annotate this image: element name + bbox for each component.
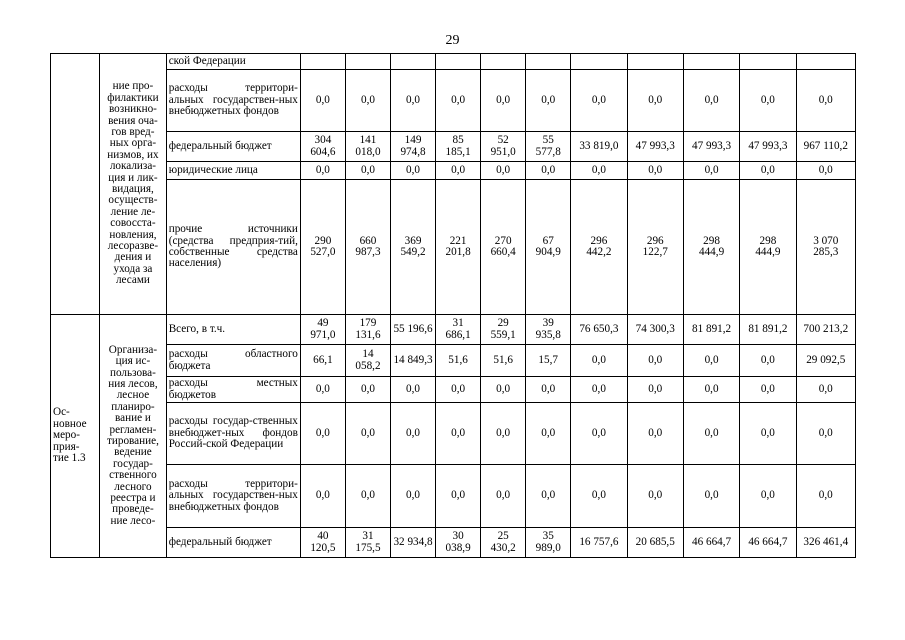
activity-cell xyxy=(51,54,100,315)
value-cell: 0,0 xyxy=(796,403,855,465)
value-cell: 0,0 xyxy=(740,70,796,132)
value-cell: 40 120,5 xyxy=(300,528,345,558)
table-row xyxy=(51,180,856,315)
value-cell: 0,0 xyxy=(571,465,627,528)
funding-source-cell: расходы территори-альных государствен-ных внебюджетных фондов xyxy=(166,465,300,528)
value-cell: 0,0 xyxy=(740,377,796,403)
value-cell xyxy=(740,54,796,70)
value-cell: 0,0 xyxy=(345,377,390,403)
funding-source-cell: расходы областного бюджета xyxy=(166,345,300,377)
value-cell xyxy=(391,54,436,70)
value-cell: 49 971,0 xyxy=(300,315,345,345)
value-cell: 0,0 xyxy=(627,465,683,528)
value-cell: 25 430,2 xyxy=(481,528,526,558)
funding-source-cell: расходы местных бюджетов xyxy=(166,377,300,403)
value-cell: 52 951,0 xyxy=(481,132,526,162)
value-cell: 0,0 xyxy=(481,70,526,132)
value-cell: 0,0 xyxy=(740,345,796,377)
funding-source-cell: расходы территори-альных государствен-ных внебюджетных фондов xyxy=(166,70,300,132)
value-cell: 0,0 xyxy=(740,403,796,465)
value-cell: 296 122,7 xyxy=(627,180,683,315)
value-cell: 326 461,4 xyxy=(796,528,855,558)
value-cell: 0,0 xyxy=(627,70,683,132)
value-cell: 47 993,3 xyxy=(740,132,796,162)
funding-source-cell: прочие источники (средства предприя-тий, собственные средства населения) xyxy=(166,180,300,315)
value-cell: 0,0 xyxy=(345,465,390,528)
value-cell: 0,0 xyxy=(683,162,739,180)
value-cell: 31 686,1 xyxy=(436,315,481,345)
value-cell: 0,0 xyxy=(526,70,571,132)
value-cell: 0,0 xyxy=(300,70,345,132)
activity-description-cell: Организа- ция ис- пользова- ния лесов, лесное планиро- вание и регламен- тирование, ведение государ- ственного лесного реестра и проведе- ние лесо- xyxy=(100,315,167,558)
value-cell: 0,0 xyxy=(300,403,345,465)
value-cell: 0,0 xyxy=(627,162,683,180)
value-cell: 0,0 xyxy=(436,162,481,180)
funding-source-cell: расходы государ-ственных внебюджет-ных фондов Россий-ской Федерации xyxy=(166,403,300,465)
value-cell: 0,0 xyxy=(796,465,855,528)
value-cell: 74 300,3 xyxy=(627,315,683,345)
value-cell: 0,0 xyxy=(300,162,345,180)
value-cell: 660 987,3 xyxy=(345,180,390,315)
value-cell: 0,0 xyxy=(436,465,481,528)
value-cell: 51,6 xyxy=(481,345,526,377)
value-cell: 0,0 xyxy=(391,377,436,403)
value-cell: 149 974,8 xyxy=(391,132,436,162)
value-cell: 0,0 xyxy=(391,403,436,465)
value-cell: 0,0 xyxy=(571,377,627,403)
value-cell: 51,6 xyxy=(436,345,481,377)
value-cell xyxy=(436,54,481,70)
value-cell xyxy=(683,54,739,70)
activity-cell: Ос- новное меро- прия- тие 1.3 xyxy=(51,315,100,558)
value-cell: 81 891,2 xyxy=(683,315,739,345)
funding-source-cell: юридические лица xyxy=(166,162,300,180)
value-cell: 0,0 xyxy=(571,403,627,465)
value-cell: 0,0 xyxy=(627,403,683,465)
table-row xyxy=(51,345,856,377)
value-cell: 0,0 xyxy=(526,403,571,465)
value-cell: 33 819,0 xyxy=(571,132,627,162)
value-cell: 0,0 xyxy=(436,403,481,465)
value-cell: 967 110,2 xyxy=(796,132,855,162)
page-number: 29 xyxy=(445,33,460,48)
table-row xyxy=(51,162,856,180)
budget-table xyxy=(50,53,856,558)
value-cell xyxy=(571,54,627,70)
table-row xyxy=(51,528,856,558)
value-cell: 55 577,8 xyxy=(526,132,571,162)
value-cell: 14 058,2 xyxy=(345,345,390,377)
value-cell: 0,0 xyxy=(391,465,436,528)
value-cell xyxy=(345,54,390,70)
table-row xyxy=(51,70,856,132)
value-cell: 0,0 xyxy=(481,162,526,180)
value-cell: 0,0 xyxy=(391,162,436,180)
value-cell: 0,0 xyxy=(436,70,481,132)
value-cell: 0,0 xyxy=(571,345,627,377)
value-cell: 39 935,8 xyxy=(526,315,571,345)
value-cell: 47 993,3 xyxy=(683,132,739,162)
value-cell: 700 213,2 xyxy=(796,315,855,345)
value-cell: 0,0 xyxy=(436,377,481,403)
funding-source-cell: федеральный бюджет xyxy=(166,528,300,558)
value-cell: 179 131,6 xyxy=(345,315,390,345)
value-cell: 15,7 xyxy=(526,345,571,377)
value-cell: 0,0 xyxy=(796,70,855,132)
value-cell: 0,0 xyxy=(571,70,627,132)
value-cell: 369 549,2 xyxy=(391,180,436,315)
value-cell: 30 038,9 xyxy=(436,528,481,558)
value-cell: 76 650,3 xyxy=(571,315,627,345)
value-cell xyxy=(627,54,683,70)
value-cell: 0,0 xyxy=(481,465,526,528)
value-cell: 296 442,2 xyxy=(571,180,627,315)
value-cell: 81 891,2 xyxy=(740,315,796,345)
value-cell: 0,0 xyxy=(300,465,345,528)
value-cell: 0,0 xyxy=(796,162,855,180)
funding-source-cell: Всего, в т.ч. xyxy=(166,315,300,345)
table-row xyxy=(51,403,856,465)
value-cell: 0,0 xyxy=(526,377,571,403)
table-row xyxy=(51,377,856,403)
value-cell: 47 993,3 xyxy=(627,132,683,162)
value-cell: 0,0 xyxy=(345,403,390,465)
value-cell: 141 018,0 xyxy=(345,132,390,162)
value-cell xyxy=(526,54,571,70)
value-cell: 0,0 xyxy=(683,377,739,403)
value-cell: 35 989,0 xyxy=(526,528,571,558)
value-cell: 0,0 xyxy=(683,345,739,377)
value-cell: 0,0 xyxy=(571,162,627,180)
value-cell: 46 664,7 xyxy=(683,528,739,558)
value-cell: 14 849,3 xyxy=(391,345,436,377)
value-cell: 0,0 xyxy=(481,377,526,403)
value-cell: 0,0 xyxy=(627,377,683,403)
value-cell: 290 527,0 xyxy=(300,180,345,315)
value-cell: 304 604,6 xyxy=(300,132,345,162)
activity-description-cell: ние про- филактики возникно- вения оча- гов вред- ных орга- низмов, их локализа- ция и лик- видация, осуществ- ление ле- совосста- новления, лесоразве- дения и ухода за лесами xyxy=(100,54,167,315)
value-cell xyxy=(796,54,855,70)
value-cell: 0,0 xyxy=(391,70,436,132)
value-cell: 298 444,9 xyxy=(740,180,796,315)
value-cell: 298 444,9 xyxy=(683,180,739,315)
value-cell: 32 934,8 xyxy=(391,528,436,558)
value-cell: 0,0 xyxy=(683,70,739,132)
value-cell: 0,0 xyxy=(526,465,571,528)
value-cell: 0,0 xyxy=(300,377,345,403)
value-cell: 0,0 xyxy=(526,162,571,180)
value-cell: 0,0 xyxy=(683,465,739,528)
funding-source-cell: ской Федерации xyxy=(166,54,300,70)
value-cell: 85 185,1 xyxy=(436,132,481,162)
value-cell: 0,0 xyxy=(683,403,739,465)
value-cell: 0,0 xyxy=(740,162,796,180)
value-cell xyxy=(300,54,345,70)
value-cell: 0,0 xyxy=(627,345,683,377)
table-row xyxy=(51,132,856,162)
value-cell: 67 904,9 xyxy=(526,180,571,315)
value-cell: 29 092,5 xyxy=(796,345,855,377)
value-cell: 0,0 xyxy=(481,403,526,465)
value-cell: 46 664,7 xyxy=(740,528,796,558)
value-cell: 0,0 xyxy=(796,377,855,403)
value-cell: 31 175,5 xyxy=(345,528,390,558)
value-cell: 55 196,6 xyxy=(391,315,436,345)
value-cell: 0,0 xyxy=(740,465,796,528)
value-cell: 0,0 xyxy=(345,162,390,180)
value-cell: 3 070 285,3 xyxy=(796,180,855,315)
value-cell xyxy=(481,54,526,70)
value-cell: 66,1 xyxy=(300,345,345,377)
table-row xyxy=(51,315,856,345)
value-cell: 20 685,5 xyxy=(627,528,683,558)
value-cell: 0,0 xyxy=(345,70,390,132)
value-cell: 29 559,1 xyxy=(481,315,526,345)
table-row xyxy=(51,465,856,528)
value-cell: 270 660,4 xyxy=(481,180,526,315)
funding-source-cell: федеральный бюджет xyxy=(166,132,300,162)
value-cell: 16 757,6 xyxy=(571,528,627,558)
value-cell: 221 201,8 xyxy=(436,180,481,315)
table-row xyxy=(51,54,856,70)
